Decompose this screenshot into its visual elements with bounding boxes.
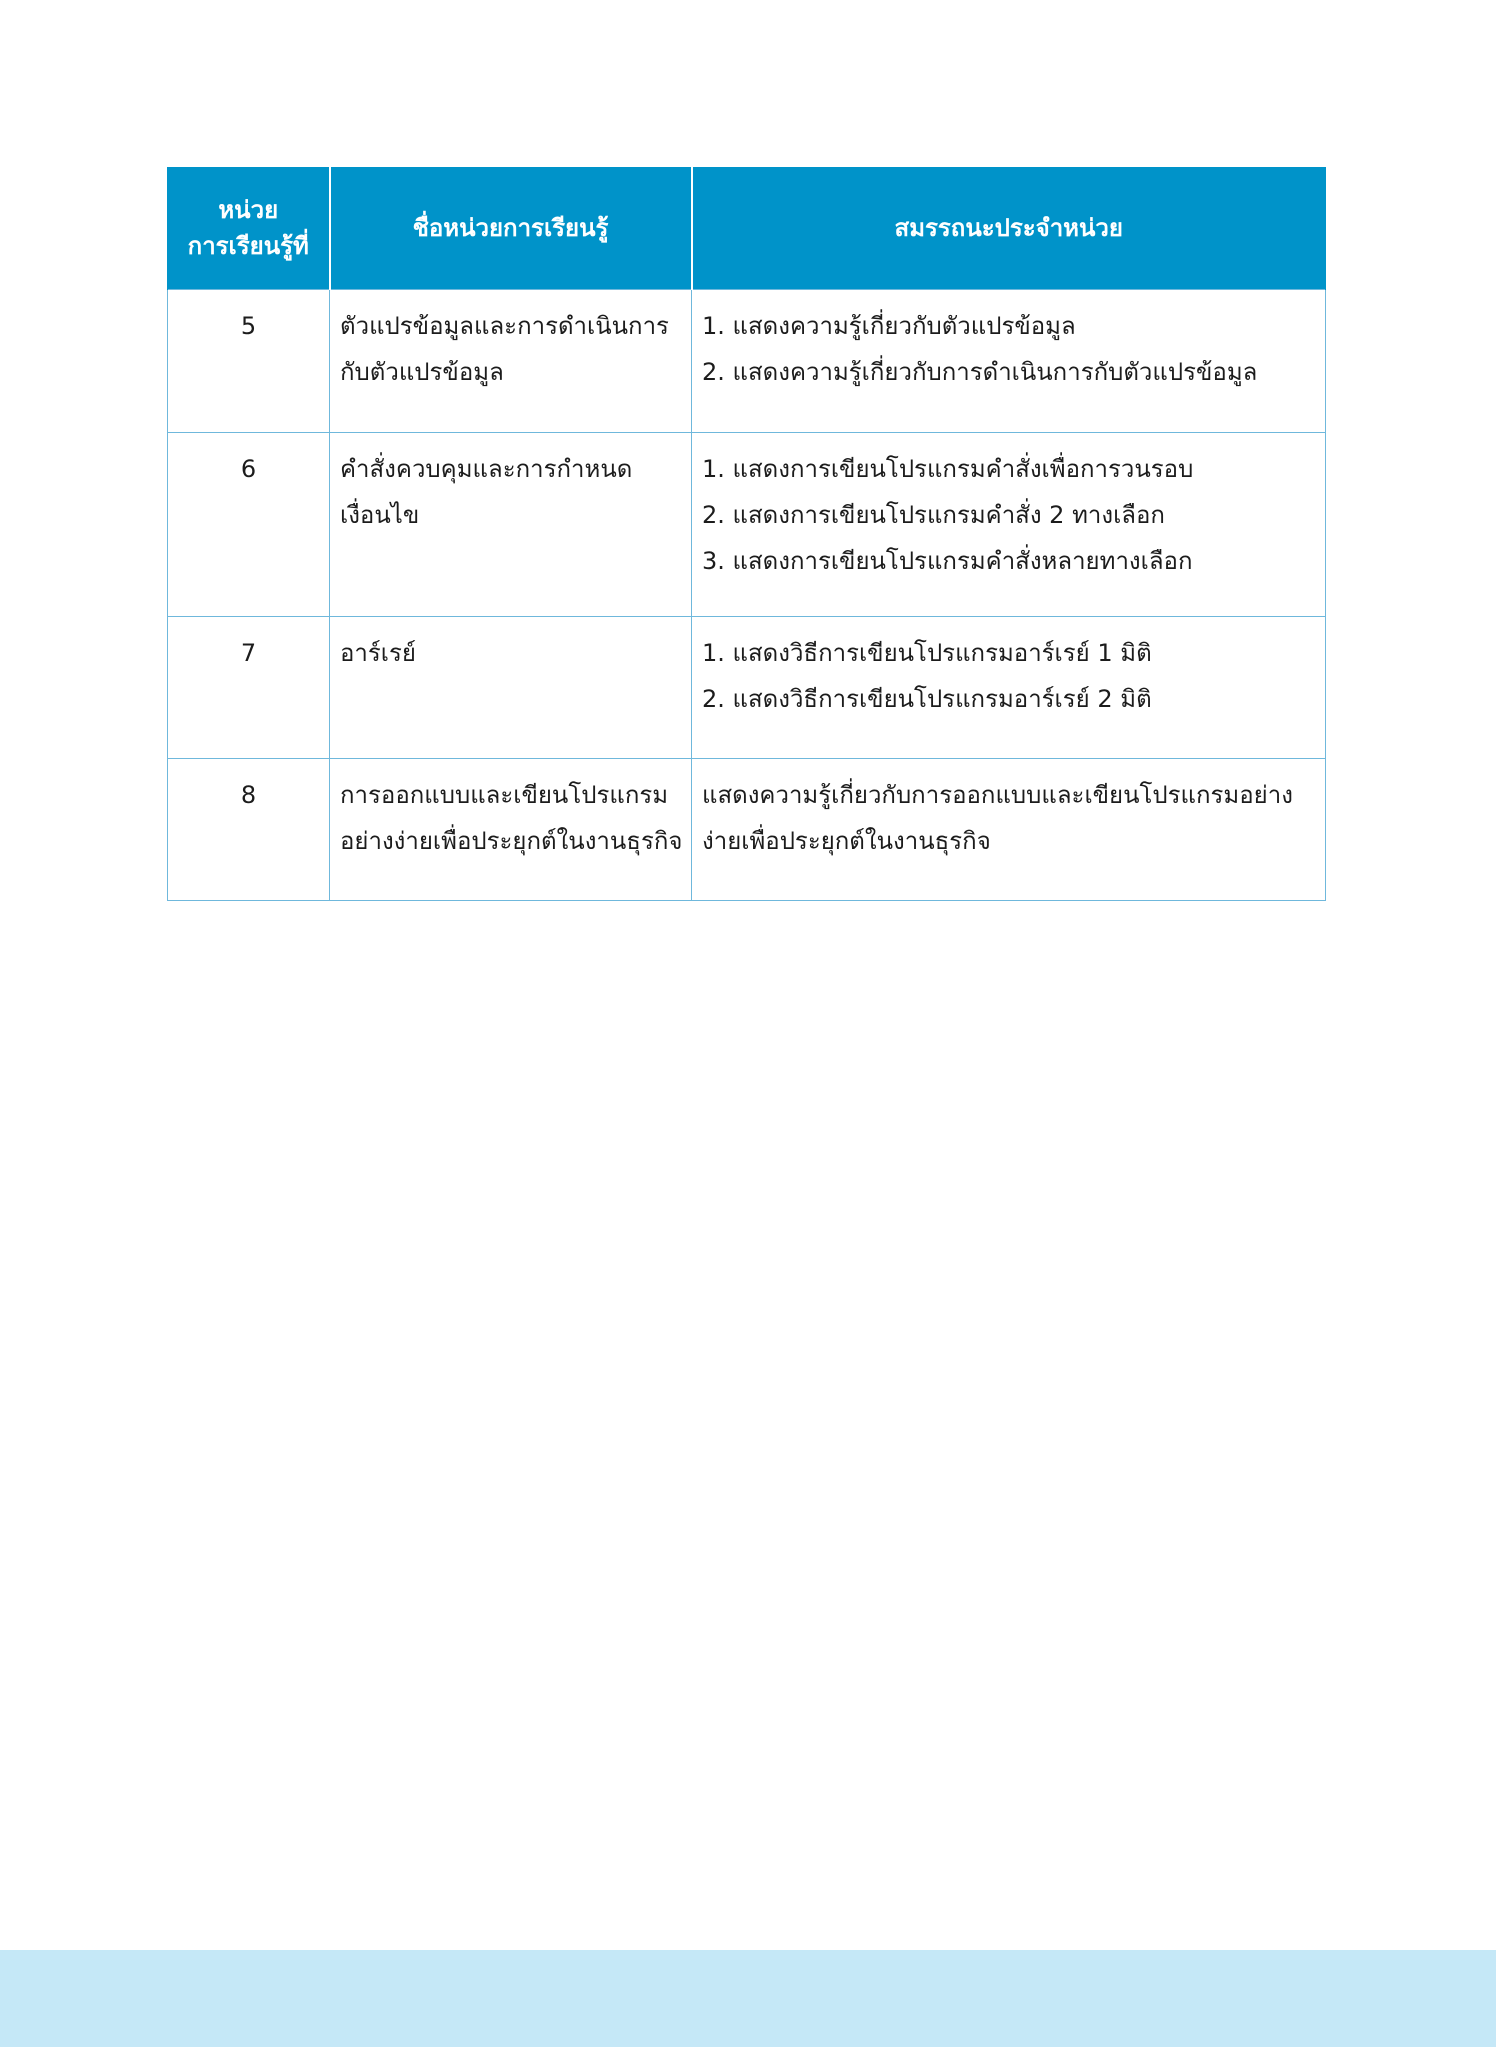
unit-number-cell: 5 [168,290,330,433]
competency-item: ง่ายเพื่อประยุกต์ในงานธุรกิจ [702,827,991,855]
header-unit-number-line1: หน่วย [218,196,279,224]
unit-number-cell: 7 [168,617,330,759]
competency-item: 1. แสดงวิธีการเขียนโปรแกรมอาร์เรย์ 1 มิติ [702,639,1152,667]
competency-cell [692,617,1326,759]
competency-item: 2. แสดงวิธีการเขียนโปรแกรมอาร์เรย์ 2 มิติ [702,685,1152,713]
unit-name-line: อาร์เรย์ [340,639,416,667]
unit-name-cell [330,617,692,759]
competency-item: 2. แสดงการเขียนโปรแกรมคำสั่ง 2 ทางเลือก [702,501,1165,529]
header-competency: สมรรถนะประจำหน่วย [692,167,1326,290]
competency-cell [692,433,1326,617]
footer-band [0,1950,1496,2047]
table-row [168,290,1326,433]
header-unit-name: ชื่อหน่วยการเรียนรู้ [330,167,692,290]
competency-item: แสดงความรู้เกี่ยวกับการออกแบบและเขียนโปรแกรมอย่าง [702,781,1293,809]
competency-item: 3. แสดงการเขียนโปรแกรมคำสั่งหลายทางเลือก [702,547,1193,575]
unit-name-line: ตัวแปรข้อมูลและการดำเนินการ [340,312,669,340]
table-row [168,617,1326,759]
unit-name-line: คำสั่งควบคุมและการกำหนด [340,455,633,483]
unit-name-line: อย่างง่ายเพื่อประยุกต์ในงานธุรกิจ [340,827,683,855]
unit-number-cell: 6 [168,433,330,617]
unit-name-cell [330,290,692,433]
header-unit-number-line2: การเรียนรู้ที่ [187,232,309,260]
table-body [168,290,1326,901]
unit-name-cell [330,433,692,617]
table-header [168,167,1326,290]
competency-item: 2. แสดงความรู้เกี่ยวกับการดำเนินการกับตัวแปรข้อมูล [702,358,1258,386]
competency-item: 1. แสดงความรู้เกี่ยวกับตัวแปรข้อมูล [702,312,1076,340]
curriculum-table [167,167,1326,901]
unit-number-cell: 8 [168,759,330,901]
competency-cell [692,759,1326,901]
unit-name-line: กับตัวแปรข้อมูล [340,358,504,386]
header-unit-number [168,167,330,290]
competency-cell [692,290,1326,433]
header-row [168,167,1326,290]
unit-name-line: การออกแบบและเขียนโปรแกรม [340,781,669,809]
competency-item: 1. แสดงการเขียนโปรแกรมคำสั่งเพื่อการวนรอบ [702,455,1194,483]
table-row [168,759,1326,901]
table-row [168,433,1326,617]
unit-name-cell [330,759,692,901]
unit-name-line: เงื่อนไข [340,501,420,529]
